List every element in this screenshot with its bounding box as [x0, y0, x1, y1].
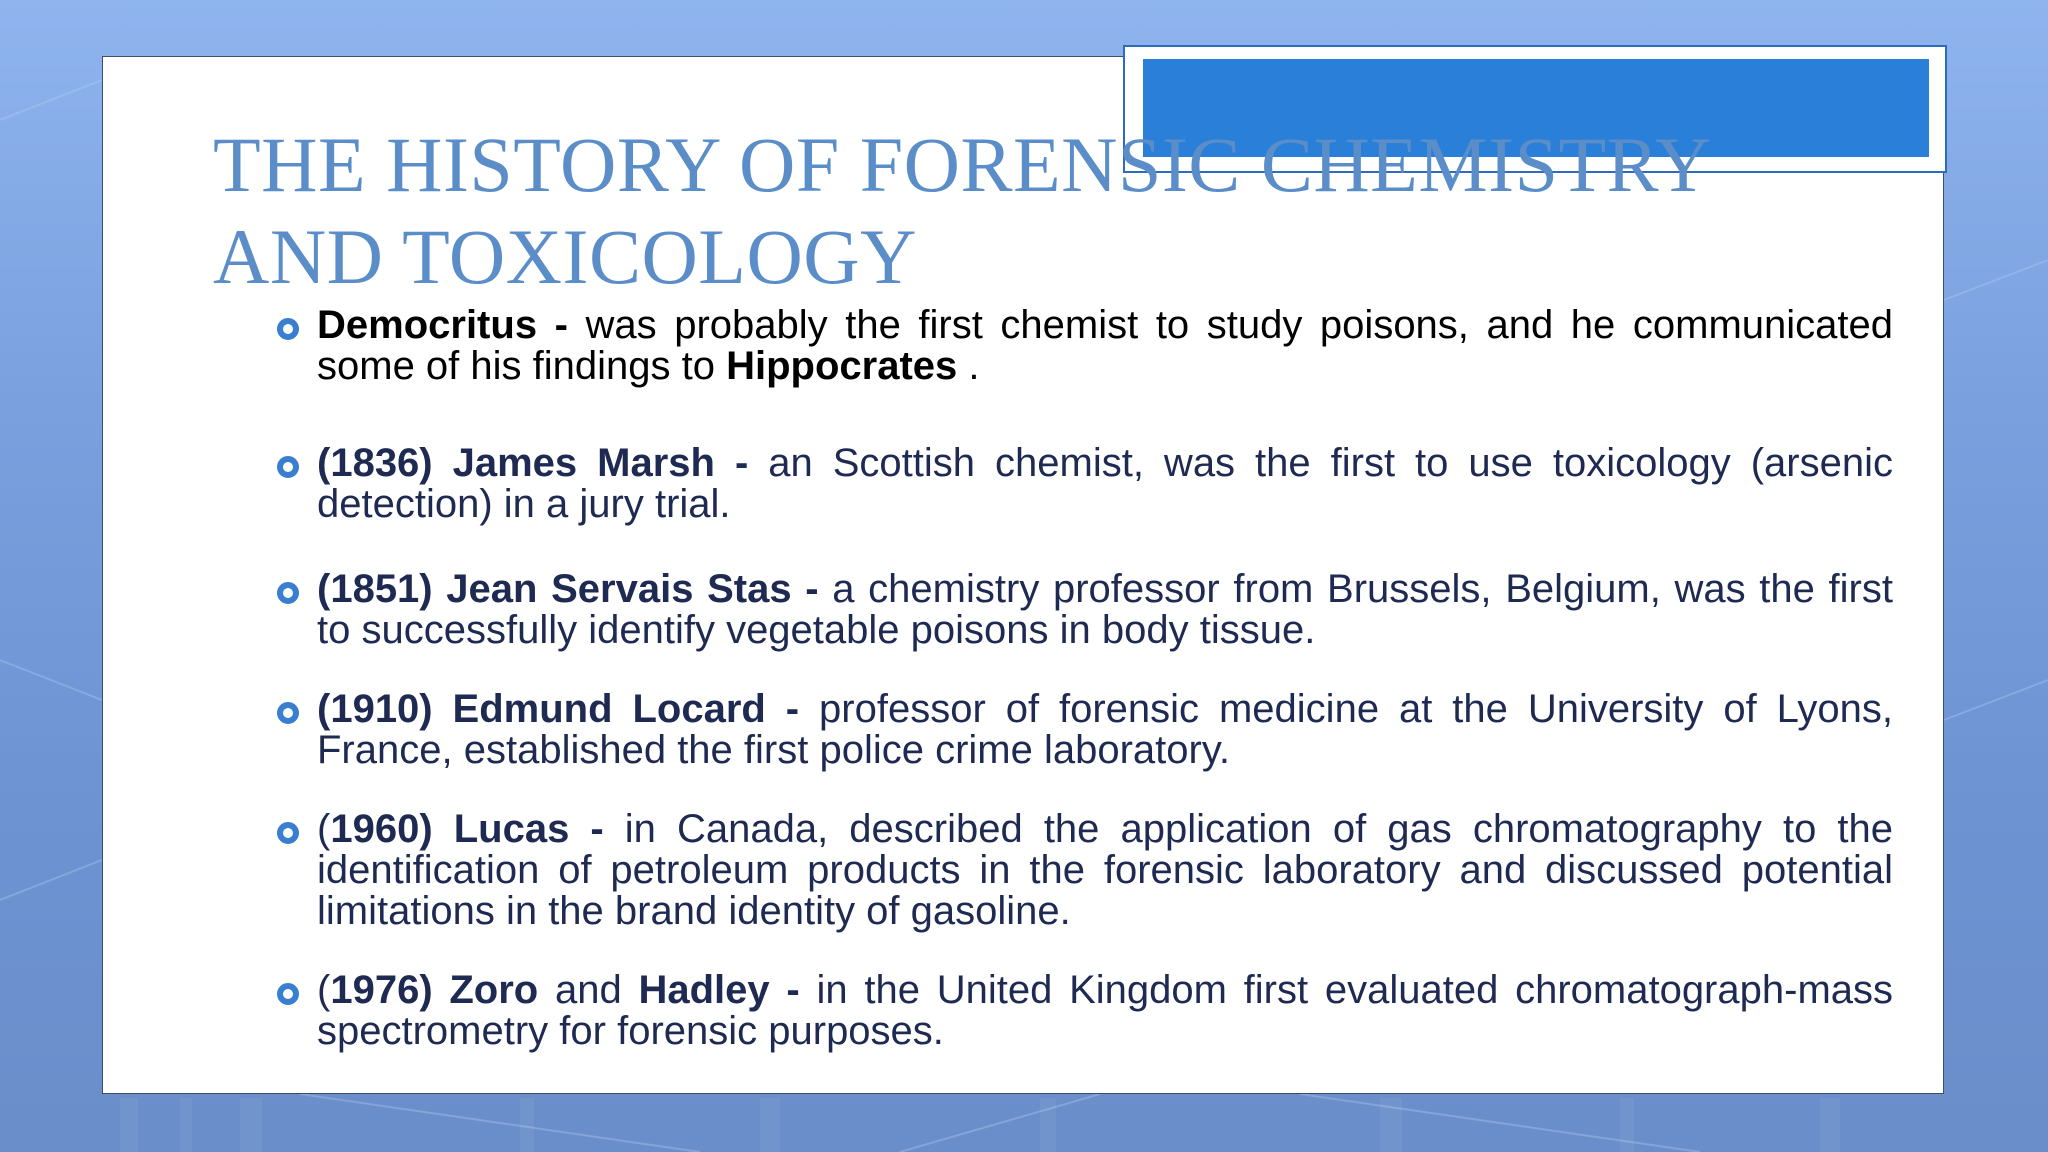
bullet-prefix: ( [317, 968, 331, 1012]
bullet-text: in the United Kingdom first evaluated chromatograph-mass spectrometry for forensic purposes. [317, 968, 1894, 1053]
bullet-text: a chemistry professor from Brussels, Belgium, was the first to successfully identify vegetable poisons in body tissue. [317, 567, 1893, 652]
bullet-marker-icon [277, 702, 299, 724]
bullet-marker-icon [277, 983, 299, 1005]
bullet-zoro-hadley [213, 970, 1893, 1052]
slide-title: THE HISTORY OF FORENSIC CHEMISTRY AND TOXICOLOGY [213, 121, 1709, 300]
bullet-list [213, 305, 1893, 1052]
bullet-connector: and [538, 968, 639, 1012]
bullet-name: (1910) Edmund Locard - [317, 687, 800, 731]
bullet-text: was probably the first chemist to study poisons, and he communicated some of his findings to [317, 303, 1893, 388]
bullet-name: 1960) Lucas - [330, 807, 604, 851]
bullet-name: (1836) James Marsh - [317, 441, 749, 485]
bullet-democritus [213, 305, 1893, 387]
bullet-text: professor of forensic medicine at the University of Lyons, France, established the first police crime laboratory. [317, 687, 1894, 772]
bullet-james-marsh [213, 443, 1893, 525]
bullet-prefix: ( [317, 807, 331, 851]
bullet-text: an Scottish chemist, was the first to use toxicology (arsenic detection) in a jury trial. [317, 441, 1894, 526]
bullet-name-secondary: Hippocrates [726, 344, 958, 388]
bullet-lucas [213, 809, 1893, 932]
bullet-name-secondary: Hadley - [638, 968, 800, 1012]
bullet-text: in Canada, described the application of gas chromatography to the identification of petroleum products in the forensic laboratory and discussed potential limitations in the brand identity of gasoline. [317, 807, 1893, 933]
bullet-marker-icon [277, 456, 299, 478]
slide-content-area [102, 56, 1944, 1094]
bullet-jean-servais-stas [213, 569, 1893, 651]
bullet-marker-icon [277, 822, 299, 844]
bullet-name: (1851) Jean Servais Stas - [317, 567, 819, 611]
bullet-name: Democritus - [317, 303, 568, 347]
bullet-marker-icon [277, 318, 299, 340]
bullet-edmund-locard [213, 689, 1893, 771]
bullet-text-end: . [957, 344, 980, 388]
bullet-marker-icon [277, 582, 299, 604]
bullet-name: 1976) Zoro [330, 968, 539, 1012]
